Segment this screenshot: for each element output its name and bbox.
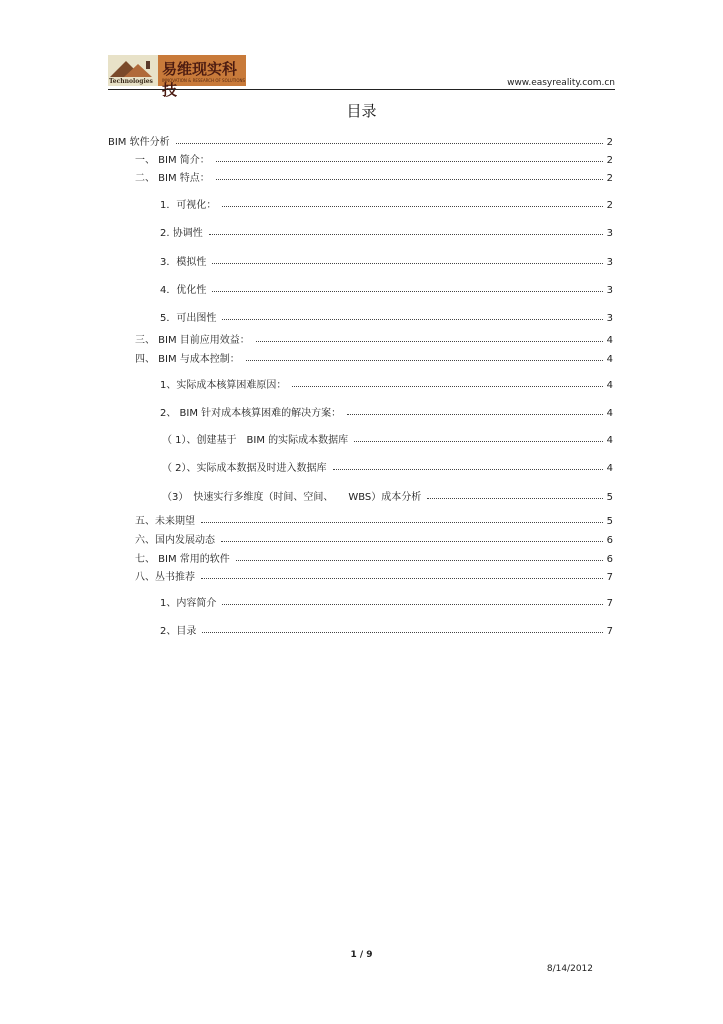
header-divider (108, 89, 615, 90)
toc-leader (212, 291, 602, 292)
toc-leader (216, 161, 603, 162)
toc-label: （3） 快速实行多维度（时间、空间、 WBS）成本分析 (162, 492, 422, 503)
toc-page-number: 4 (606, 408, 613, 419)
toc-label: 1、实际成本核算困难原因： (160, 380, 287, 391)
toc-entry[interactable] (135, 568, 613, 583)
toc-page-number: 5 (606, 516, 613, 527)
toc-leader (222, 319, 602, 320)
toc-entry[interactable] (160, 622, 613, 637)
toc-page-number: 2 (606, 173, 613, 184)
toc-page-number: 4 (606, 380, 613, 391)
logo-name: 易维现实科技 (162, 60, 238, 99)
toc-page-number: 4 (606, 335, 613, 346)
toc-leader (246, 360, 603, 361)
logo-emblem (108, 55, 158, 86)
toc-label: 一、 BIM 简介： (135, 155, 210, 166)
toc-entry[interactable] (135, 151, 613, 166)
toc-label: 5．可出图性 (160, 313, 217, 324)
toc-page-number: 3 (606, 313, 613, 324)
toc-label: （ 1）、创建基于 BIM 的实际成本数据库 (162, 435, 349, 446)
toc-label: 2、 BIM 针对成本核算困难的解决方案： (160, 408, 342, 419)
toc-label: 七、 BIM 常用的软件 (135, 554, 230, 565)
toc-label: 2. 协调性 (160, 228, 203, 239)
toc-entry[interactable] (160, 281, 613, 296)
toc-leader (201, 578, 603, 579)
toc-entry[interactable] (108, 133, 613, 148)
toc-page-number: 6 (606, 554, 613, 565)
page-title: 目录 (346, 102, 377, 120)
toc-label: BIM 软件分析 (108, 137, 170, 148)
toc-entry[interactable] (135, 331, 613, 346)
toc-label: 1、内容简介 (160, 598, 217, 609)
toc-leader (209, 234, 603, 235)
toc-page-number: 5 (606, 492, 613, 503)
toc-entry[interactable] (160, 253, 613, 268)
toc-entry[interactable] (160, 309, 613, 324)
toc-entry[interactable] (135, 350, 613, 365)
toc-leader (176, 143, 603, 144)
toc-leader (347, 414, 602, 415)
toc-label: 二、 BIM 特点： (135, 173, 210, 184)
toc-entry[interactable] (160, 196, 613, 211)
toc-page-number: 7 (606, 598, 613, 609)
toc-entry[interactable] (162, 488, 613, 503)
toc-page-number: 6 (606, 535, 613, 546)
toc-leader (222, 604, 602, 605)
toc-entry[interactable] (160, 224, 613, 239)
toc-leader (222, 206, 602, 207)
toc-leader (212, 263, 602, 264)
toc-page-number: 7 (606, 626, 613, 637)
toc-page-number: 2 (606, 155, 613, 166)
toc-entry[interactable] (160, 404, 613, 419)
toc-leader (427, 498, 602, 499)
toc-label: 三、 BIM 目前应用效益： (135, 335, 250, 346)
footer-date: 8/14/2012 (546, 964, 593, 974)
toc-label: 五、未来期望 (135, 516, 195, 527)
toc-entry[interactable] (160, 376, 613, 391)
toc-entry[interactable] (135, 169, 613, 184)
logo-tagline: INNOVATION & RESEARCH OF SOLUTIONS (162, 78, 246, 83)
toc-page-number: 3 (606, 228, 613, 239)
toc-page-number: 2 (606, 200, 613, 211)
toc-label: 4．优化性 (160, 285, 207, 296)
toc-label: （ 2）、实际成本数据及时进入数据库 (162, 463, 327, 474)
website-link[interactable]: www.easyreality.com.cn (507, 78, 615, 88)
toc-entry[interactable] (135, 531, 613, 546)
toc-label: 1．可视化： (160, 200, 217, 211)
toc-entry[interactable] (160, 594, 613, 609)
toc-leader (292, 386, 602, 387)
toc-leader (354, 441, 602, 442)
toc-page-number: 4 (606, 463, 613, 474)
toc-page-number: 7 (606, 572, 613, 583)
toc-entry[interactable] (162, 459, 613, 474)
toc-leader (256, 341, 603, 342)
toc-entry[interactable] (135, 550, 613, 565)
toc-page-number: 3 (606, 257, 613, 268)
toc-leader (202, 632, 602, 633)
toc-entry[interactable] (135, 512, 613, 527)
toc-page-number: 2 (606, 137, 613, 148)
toc-label: 3．模拟性 (160, 257, 207, 268)
toc-leader (221, 541, 603, 542)
toc-leader (201, 522, 603, 523)
toc-label: 八、丛书推荐 (135, 572, 195, 583)
toc-entry[interactable] (162, 431, 613, 446)
company-logo (108, 55, 246, 99)
toc-label: 四、 BIM 与成本控制： (135, 354, 240, 365)
logo-subtitle: Technologies (109, 78, 153, 85)
toc-leader (216, 179, 603, 180)
page-number: 1 / 9 (350, 950, 373, 960)
toc-page-number: 4 (606, 354, 613, 365)
toc-page-number: 3 (606, 285, 613, 296)
toc-label: 2、目录 (160, 626, 197, 637)
toc-label: 六、国内发展动态 (135, 535, 215, 546)
toc-leader (333, 469, 603, 470)
roof-icon (108, 55, 158, 79)
toc-page-number: 4 (606, 435, 613, 446)
toc-leader (236, 560, 603, 561)
